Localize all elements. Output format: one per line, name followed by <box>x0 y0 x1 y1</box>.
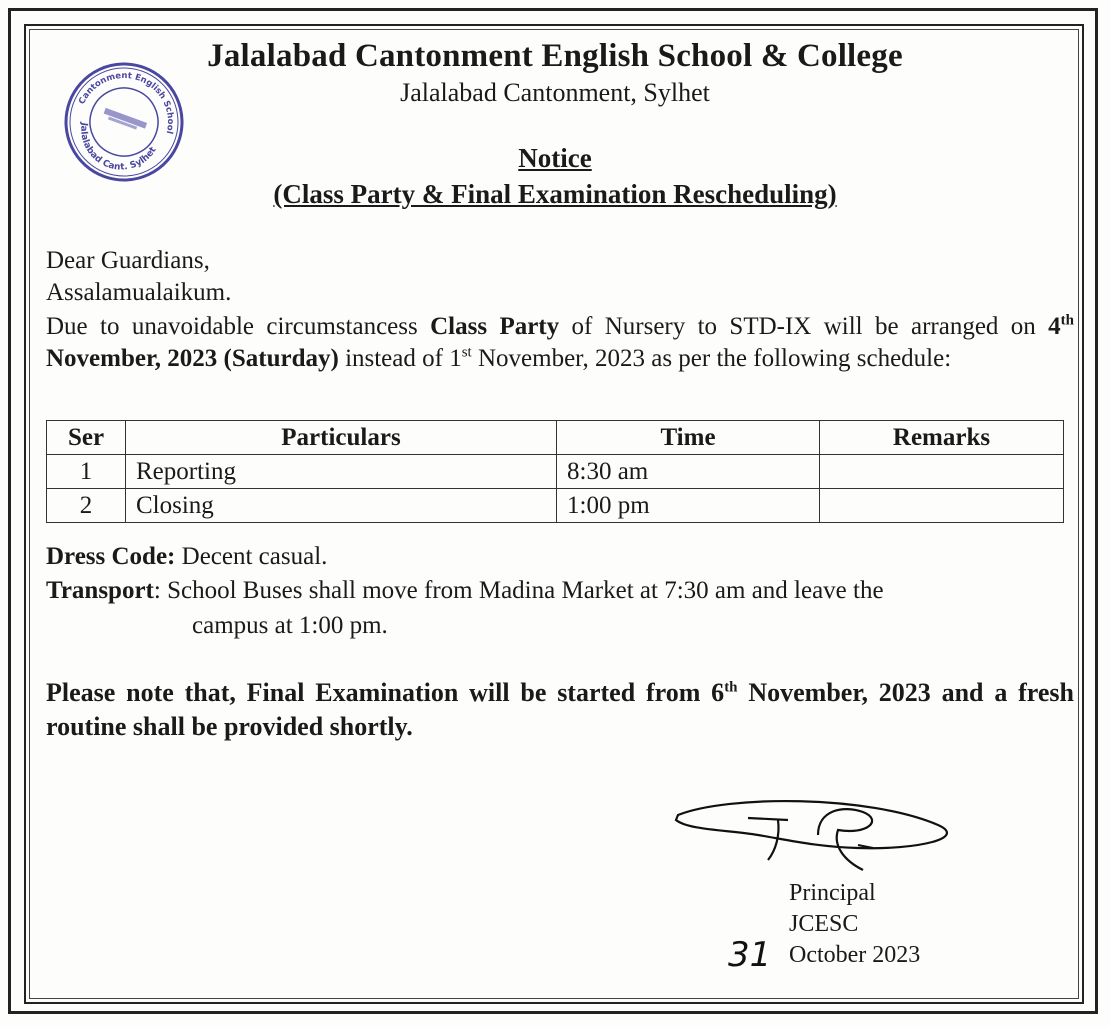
signatory-title: Principal <box>789 880 876 906</box>
salutation <box>46 245 1074 309</box>
svg-text:Jalalabad Cant. Sylhet: Jalalabad Cant. Sylhet <box>78 121 159 173</box>
para-text-2: of Nursery to STD-IX will be arranged on <box>559 313 1049 340</box>
table-row <box>47 489 1064 523</box>
svg-text:Jalalabad Cantonment English S: Cantonment English School <box>77 70 176 135</box>
table-row <box>47 455 1064 489</box>
notice-title: Notice <box>518 143 592 173</box>
dress-code-value: Decent casual. <box>175 543 328 570</box>
cell-particulars: Reporting <box>126 455 557 489</box>
cell-time: 8:30 am <box>557 455 820 489</box>
signatory-block <box>789 878 920 971</box>
notice-subtitle: (Class Party & Final Examination Rescheduling) <box>273 179 837 209</box>
handwritten-day: 31 <box>728 935 772 975</box>
salutation-line-1: Dear Guardians, <box>46 247 210 274</box>
cell-particulars: Closing <box>126 489 557 523</box>
cell-time: 1:00 pm <box>557 489 820 523</box>
dress-code-label: Dress Code: <box>46 543 176 570</box>
cell-ser: 1 <box>47 455 126 489</box>
salutation-line-2: Assalamualaikum. <box>46 279 232 306</box>
school-name: Jalalabad Cantonment English School & College <box>207 38 903 74</box>
header-time: Time <box>557 421 820 455</box>
table-header-row <box>47 421 1064 455</box>
school-address: Jalalabad Cantonment, Sylhet <box>400 78 710 107</box>
dress-code <box>46 541 1074 573</box>
transport-value: : School Buses shall move from Madina Market at 7:30 am and leave the <box>153 577 884 604</box>
notice-paragraph <box>46 311 1074 375</box>
header-ser: Ser <box>47 421 126 455</box>
transport-value-line-2: campus at 1:00 pm. <box>192 612 388 639</box>
principal-signature <box>668 790 958 885</box>
para-class-party: Class Party <box>430 313 560 340</box>
transport-label: Transport <box>46 577 154 604</box>
para-text-1: Due to unavoidable circumstancess <box>46 313 431 340</box>
cell-remarks <box>820 489 1064 523</box>
signatory-org: JCESC <box>789 911 859 937</box>
final-exam-note: Please note that, Final Examination will be started from 6th November, 2023 and a fresh routine shall be provided shortly. <box>46 678 1074 741</box>
para-text-4: November, 2023 as per the following schedule: <box>471 345 952 372</box>
cell-ser: 2 <box>47 489 126 523</box>
schedule-table <box>46 420 1064 523</box>
signatory-date: October 2023 <box>789 942 921 968</box>
transport <box>46 575 1074 607</box>
para-text-3: instead of 1 <box>338 345 462 372</box>
header-particulars: Particulars <box>126 421 557 455</box>
para-new-date: 4th November, 2023 (Saturday) <box>46 312 1075 372</box>
header-remarks: Remarks <box>820 421 1064 455</box>
para-old-date-sup: st <box>461 344 472 361</box>
cell-remarks <box>820 455 1064 489</box>
